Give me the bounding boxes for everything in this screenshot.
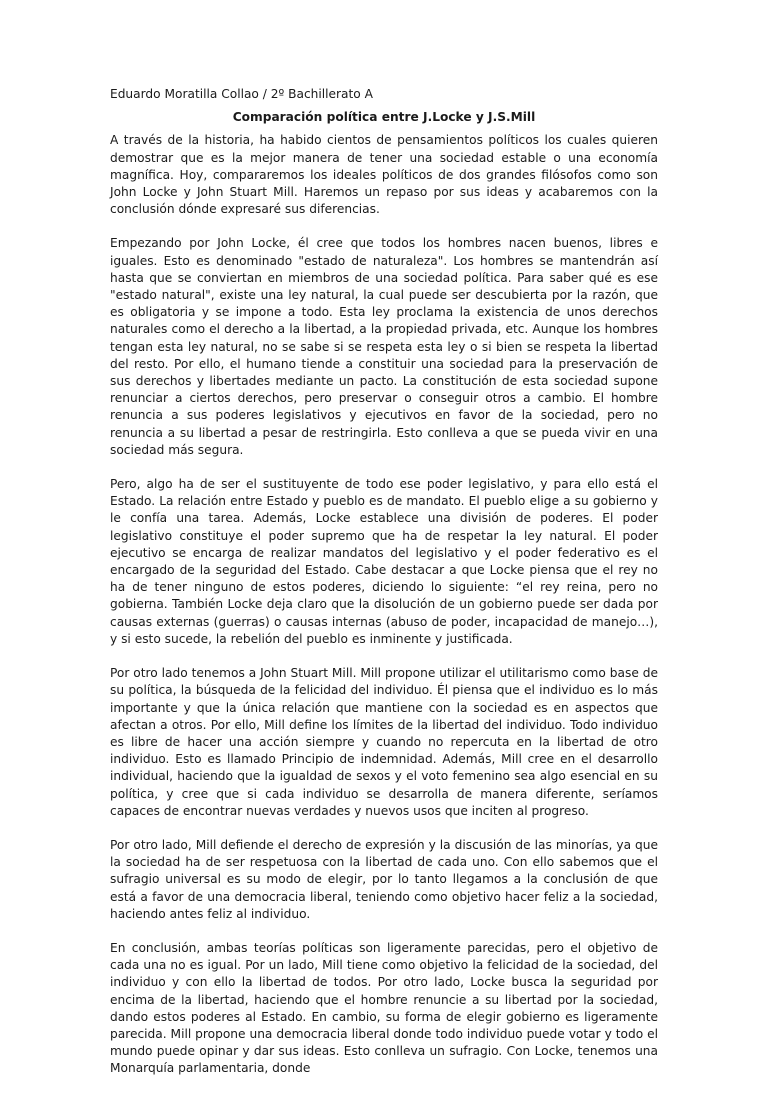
document-body bbox=[110, 86, 658, 1095]
paragraph-conclusion: En conclusión, ambas teorías políticas son ligeramente parecidas, pero el objetivo de cada una no es igual. Por un lado, Mill tiene como objetivo la felicidad de la sociedad, del individuo y con ello la libertad de todos. Por otro lado, Locke busca la seguridad por encima de la libertad, haciendo que el hombre renuncie a su libertad por la sociedad, dando estos poderes al Estado. En cambio, su forma de elegir gobierno es ligeramente parecida. Mill propone una democracia liberal donde todo individuo puede votar y todo el mundo puede opinar y dar sus ideas. Esto conlleva un sufragio. Con Locke, tenemos una Monarquía parlamentaria, donde bbox=[110, 940, 658, 1076]
paragraph-locke-nature: Empezando por John Locke, él cree que todos los hombres nacen buenos, libres e iguales. Esto es denominado "estado de naturaleza". Los hombres se mantendrán así hasta que se conviertan en miembros de una sociedad política. Para saber qué es ese "estado natural", existe una ley natural, la cual puede ser descubierta por la razón, que es obligatoria y se impone a todo. Esta ley proclama la existencia de unos derechos naturales como el derecho a la libertad, a la propiedad privada, etc. Aunque los hombres tengan esta ley natural, no se sabe si se respeta esta ley o si bien se respeta la libertad del resto. Por ello, el humano tiende a constituir una sociedad para la preservación de sus derechos y libertades mediante un pacto. La constitución de esta sociedad supone renunciar a ciertos derechos, pero preservar o conseguir otros a cambio. El hombre renuncia a sus poderes legislativos y ejecutivos en favor de la sociedad, pero no renuncia a su libertad a pesar de restringirla. Esto conlleva a que se pueda vivir en una sociedad más segura. bbox=[110, 236, 658, 457]
author-line: Eduardo Moratilla Collao / 2º Bachillerato A bbox=[110, 87, 373, 101]
document-title: Comparación política entre J.Locke y J.S.Mill bbox=[232, 110, 536, 125]
paragraph-mill-utilitarianism: Por otro lado tenemos a John Stuart Mill. Mill propone utilizar el utilitarismo como base de su política, la búsqueda de la felicidad del individuo. Él piensa que el individuo es lo más importante y que la única relación que mantiene con la sociedad es en aspectos que afectan a otros. Por ello, Mill define los límites de la libertad del individuo. Todo individuo es libre de hacer una acción siempre y cuando no repercuta en la libertad de otro individuo. Esto es llamado Principio de indemnidad. Además, Mill cree en el desarrollo individual, haciendo que la igualdad de sexos y el voto femenino sea algo esencial en su política, y cree que si cada individuo se desarrolla de manera diferente, seríamos capaces de encontrar nuevas verdades y nuevos usos que inciten al progreso. bbox=[110, 666, 658, 818]
paragraph-locke-state: Pero, algo ha de ser el sustituyente de todo ese poder legislativo, y para ello está el Estado. La relación entre Estado y pueblo es de mandato. El pueblo elige a su gobierno y le confía una tarea. Además, Locke establece una división de poderes. El poder legislativo constituye el poder supremo que ha de respetar la ley natural. El poder ejecutivo se encarga de realizar mandatos del legislativo y el poder federativo es el encargado de la seguridad del Estado. Cabe destacar a que Locke piensa que el rey no ha de tener ninguno de estos poderes, diciendo lo siguiente: “el rey reina, pero no gobierna. También Locke deja claro que la disolución de un gobierno puede ser dada por causas externas (guerras) o causas internas (abuso de poder, incapacidad de manejo…), y si esto sucede, la rebelión del pueblo es inminente y justificada. bbox=[110, 477, 658, 646]
paragraph-mill-expression: Por otro lado, Mill defiende el derecho de expresión y la discusión de las minorías, ya que la sociedad ha de ser respetuosa con la libertad de cada uno. Con ello sabemos que el sufragio universal es su modo de elegir, por lo tanto llegamos a la conclusión de que está a favor de una democracia liberal, teniendo como objetivo hacer feliz a la sociedad, haciendo antes feliz al individuo. bbox=[110, 837, 658, 921]
paragraph-intro: A través de la historia, ha habido cientos de pensamientos políticos los cuales quieren demostrar que es la mejor manera de tener una sociedad estable o una economía magnífica. Hoy, compararemos los ideales políticos de dos grandes filósofos como son John Locke y John Stuart Mill. Haremos un repaso por sus ideas y acabaremos con la conclusión dónde expresaré sus diferencias. bbox=[110, 133, 658, 217]
